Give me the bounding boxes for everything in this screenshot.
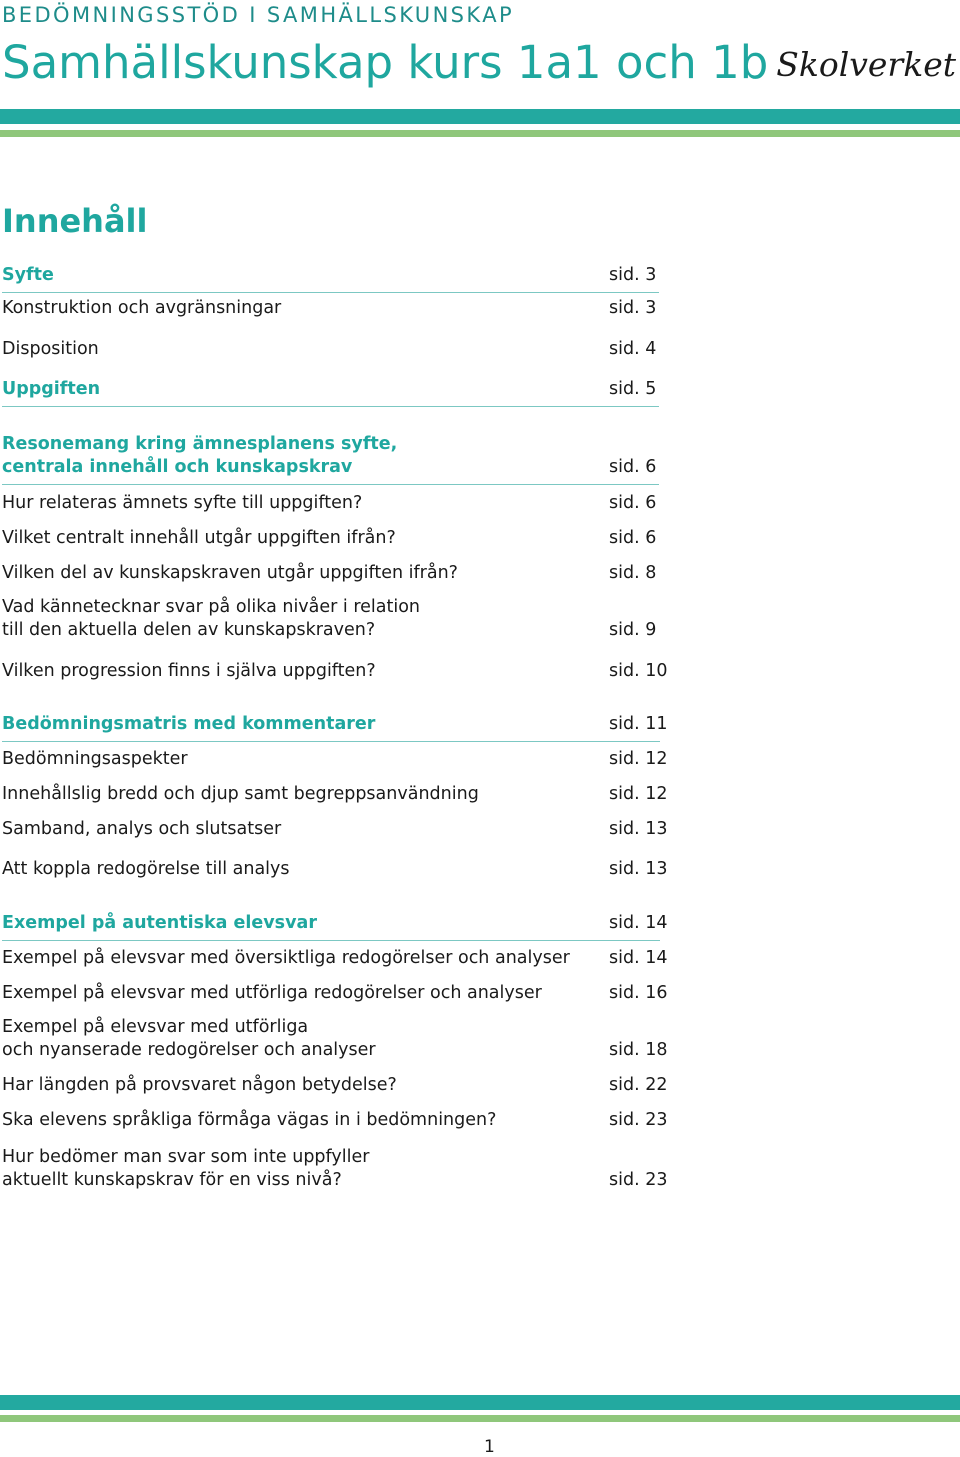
toc-entry-label: Konstruktion och avgränsningar bbox=[2, 298, 282, 318]
document-title: Samhällskunskap kurs 1a1 och 1b bbox=[2, 36, 769, 89]
toc-entry[interactable] bbox=[2, 297, 674, 320]
toc-entry-page: sid. 12 bbox=[609, 749, 668, 769]
toc-entry[interactable] bbox=[2, 562, 674, 585]
toc-entry-label: Syfte bbox=[2, 265, 54, 285]
toc-entry-label: Innehållslig bredd och djup samt begreppsanvändning bbox=[2, 784, 479, 804]
toc-entry-page: sid. 6 bbox=[609, 528, 657, 548]
toc-entry[interactable] bbox=[2, 818, 674, 841]
toc-entry[interactable] bbox=[2, 982, 674, 1005]
toc-entry-page: sid. 5 bbox=[609, 379, 657, 399]
toc-entry-label: Vilken progression finns i själva uppgiften? bbox=[2, 661, 376, 681]
toc-entry-page: sid. 13 bbox=[609, 819, 668, 839]
toc-entry-page: sid. 8 bbox=[609, 563, 657, 583]
kicker: BEDÖMNINGSSTÖD I SAMHÄLLSKUNSKAP bbox=[2, 3, 515, 27]
toc-entry-page: sid. 6 bbox=[609, 457, 657, 477]
toc-entry[interactable] bbox=[2, 338, 674, 361]
toc-entry-label: Resonemang kring ämnesplanens syfte, centrala innehåll och kunskapskrav bbox=[2, 434, 398, 477]
brand-logo: Skolverket bbox=[776, 45, 956, 84]
toc-entry-label: Exempel på elevsvar med utförliga redogörelser och analyser bbox=[2, 983, 542, 1003]
toc-entry-page: sid. 3 bbox=[609, 298, 657, 318]
toc-entry[interactable] bbox=[2, 858, 674, 881]
toc-entry[interactable] bbox=[2, 1109, 674, 1132]
toc-entry-page: sid. 3 bbox=[609, 265, 657, 285]
toc-entry-label: Exempel på autentiska elevsvar bbox=[2, 913, 317, 933]
toc-entry-label: Har längden på provsvaret någon betydelse? bbox=[2, 1075, 397, 1095]
toc-entry-page: sid. 23 bbox=[609, 1170, 668, 1190]
toc-section-entry[interactable] bbox=[2, 378, 674, 401]
toc-entry-page: sid. 22 bbox=[609, 1075, 668, 1095]
section-divider bbox=[2, 940, 660, 941]
toc-section-entry[interactable] bbox=[2, 264, 674, 287]
toc-section-entry[interactable] bbox=[2, 912, 674, 935]
toc-entry[interactable] bbox=[2, 947, 674, 970]
section-divider bbox=[2, 741, 660, 742]
toc-entry-page: sid. 11 bbox=[609, 714, 668, 734]
bottom-bar-teal bbox=[0, 1395, 960, 1410]
top-bar-green bbox=[0, 130, 960, 137]
toc-entry[interactable] bbox=[2, 1074, 674, 1097]
toc-entry-label: Hur bedömer man svar som inte uppfyller aktuellt kunskapskrav för en viss nivå? bbox=[2, 1147, 370, 1190]
toc-entry-page: sid. 6 bbox=[609, 493, 657, 513]
toc-entry[interactable] bbox=[2, 783, 674, 806]
toc-entry[interactable] bbox=[2, 597, 674, 642]
bottom-bar-green bbox=[0, 1415, 960, 1422]
toc-entry[interactable] bbox=[2, 1147, 674, 1192]
toc-entry-label: Bedömningsmatris med kommentarer bbox=[2, 714, 376, 734]
toc-entry[interactable] bbox=[2, 660, 674, 683]
toc-entry-page: sid. 14 bbox=[609, 913, 668, 933]
toc-entry-label: Hur relateras ämnets syfte till uppgiften? bbox=[2, 493, 363, 513]
section-divider bbox=[2, 484, 659, 485]
toc-section-entry[interactable] bbox=[2, 713, 674, 736]
toc-entry[interactable] bbox=[2, 492, 674, 515]
toc-entry-label: Vad kännetecknar svar på olika nivåer i relation till den aktuella delen av kunskapskraven? bbox=[2, 597, 421, 640]
toc-entry-label: Att koppla redogörelse till analys bbox=[2, 859, 290, 879]
toc-entry-label: Disposition bbox=[2, 339, 99, 359]
toc-entry-page: sid. 23 bbox=[609, 1110, 668, 1130]
top-bar-teal bbox=[0, 109, 960, 124]
toc-entry-label: Vilken del av kunskapskraven utgår uppgiften ifrån? bbox=[2, 563, 458, 583]
toc-entry[interactable] bbox=[2, 1017, 674, 1062]
toc-entry[interactable] bbox=[2, 527, 674, 550]
toc-entry-label: Exempel på elevsvar med utförliga och nyanserade redogörelser och analyser bbox=[2, 1017, 376, 1060]
toc-entry-page: sid. 9 bbox=[609, 620, 657, 640]
toc-heading: Innehåll bbox=[2, 202, 148, 240]
section-divider bbox=[2, 406, 659, 407]
toc-entry-page: sid. 10 bbox=[609, 661, 668, 681]
page-number: 1 bbox=[484, 1437, 495, 1457]
toc-entry-page: sid. 18 bbox=[609, 1040, 668, 1060]
toc-entry-label: Uppgiften bbox=[2, 379, 101, 399]
toc-entry-label: Vilket centralt innehåll utgår uppgiften ifrån? bbox=[2, 528, 396, 548]
toc-entry-page: sid. 14 bbox=[609, 948, 668, 968]
toc-entry-page: sid. 16 bbox=[609, 983, 668, 1003]
toc-entry-label: Exempel på elevsvar med översiktliga redogörelser och analyser bbox=[2, 948, 570, 968]
toc-entry[interactable] bbox=[2, 748, 674, 771]
toc-entry-page: sid. 12 bbox=[609, 784, 668, 804]
toc-entry-page: sid. 4 bbox=[609, 339, 657, 359]
toc-entry-label: Samband, analys och slutsatser bbox=[2, 819, 282, 839]
section-divider bbox=[2, 292, 659, 293]
toc-entry-label: Bedömningsaspekter bbox=[2, 749, 188, 769]
toc-section-entry[interactable] bbox=[2, 434, 674, 479]
toc-entry-label: Ska elevens språkliga förmåga vägas in i bedömningen? bbox=[2, 1110, 497, 1130]
toc-entry-page: sid. 13 bbox=[609, 859, 668, 879]
